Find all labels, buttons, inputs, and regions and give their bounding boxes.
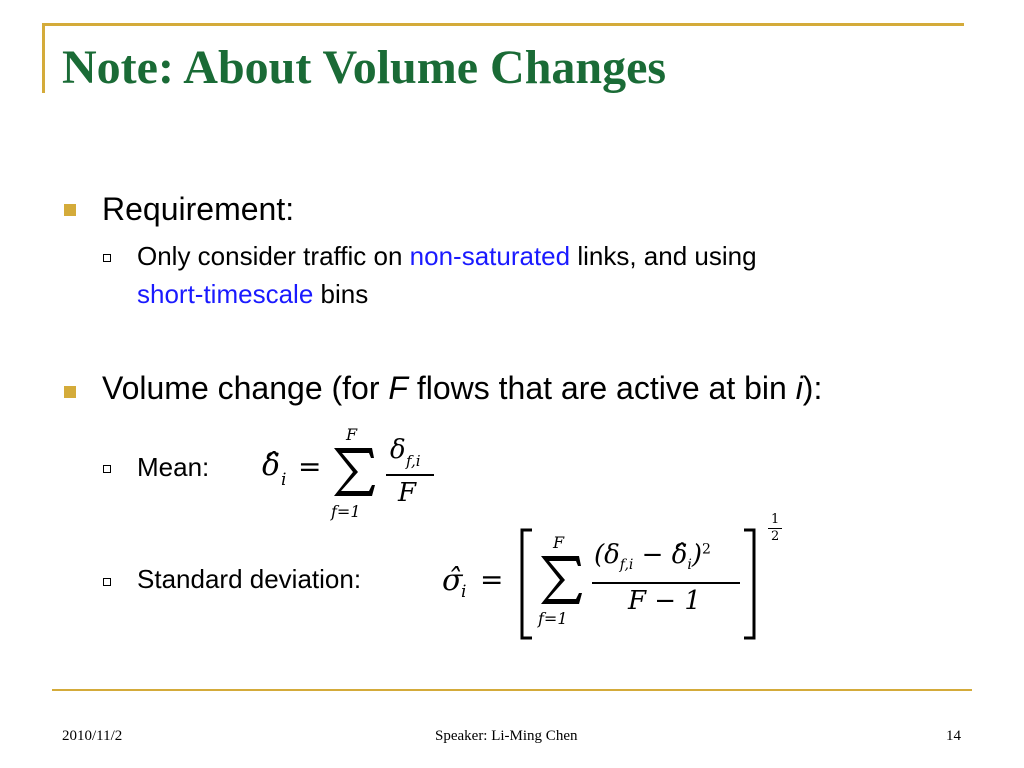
bullet-volume-change: [102, 370, 822, 407]
highlight-non-saturated: non-saturated: [409, 241, 571, 271]
mean-label: Mean:: [137, 452, 210, 482]
std-num-sub2: i: [687, 557, 692, 574]
requirement-detail-line2: [137, 279, 368, 310]
mean-lhs-sub: i: [281, 470, 287, 490]
sub-bullet-icon: [103, 578, 111, 586]
text-part: ):: [802, 370, 823, 406]
bullet-requirement: Requirement:: [102, 191, 295, 227]
footer-divider: [52, 689, 972, 691]
std-num-minus: − δ̂: [633, 540, 688, 570]
std-exp-num: 1: [771, 512, 780, 527]
std-equals: =: [480, 563, 504, 596]
footer-page-number: 14: [946, 728, 961, 744]
mean-lhs: δ̂: [262, 448, 281, 483]
footer-speaker: Speaker: Li-Ming Chen: [435, 728, 578, 744]
text-part: links, and using: [570, 241, 757, 271]
mean-sum-lower: f=1: [331, 502, 361, 521]
std-num-close: ): [691, 540, 703, 570]
text-part: bins: [313, 279, 369, 309]
mean-den: F: [398, 478, 417, 508]
bullet-square-icon: [64, 204, 76, 216]
std-fraction-bar: [592, 582, 740, 584]
text-part: Volume change (for: [102, 370, 389, 406]
mean-equals: =: [298, 450, 322, 483]
requirement-detail-line1: [137, 241, 757, 272]
right-bracket-icon: [742, 528, 758, 640]
mean-fraction-bar: [386, 474, 434, 476]
std-exp-den: 2: [771, 529, 780, 544]
mean-num-sub: f,i: [406, 452, 421, 470]
std-lhs-sub: i: [461, 582, 467, 602]
std-num-open: (δ: [594, 540, 620, 570]
text-part: Only consider traffic on: [137, 241, 410, 271]
sub-bullet-icon: [103, 254, 111, 262]
std-sum-lower: f=1: [538, 609, 568, 628]
text-part: flows that are active at bin: [407, 370, 796, 406]
std-num-sub: f,i: [619, 557, 634, 574]
std-den: F − 1: [628, 586, 701, 616]
std-sum-upper: F: [553, 533, 565, 552]
var-f: F: [388, 370, 408, 406]
left-frame-line: [42, 23, 45, 93]
std-numerator: [594, 540, 711, 573]
top-frame-line: [42, 23, 964, 26]
summation-icon: [539, 554, 583, 606]
mean-num: δ: [390, 435, 406, 465]
footer-date: 2010/11/2: [62, 728, 123, 744]
slide-title: Note: About Volume Changes: [62, 41, 667, 94]
mean-sum-upper: F: [346, 425, 358, 444]
var-i: i: [795, 370, 803, 406]
std-lhs: σ̂: [442, 563, 463, 598]
bullet-square-icon: [64, 386, 76, 398]
std-num-sup: 2: [702, 541, 711, 558]
sub-bullet-icon: [103, 465, 111, 473]
highlight-short-timescale: short-timescale: [137, 279, 314, 309]
summation-icon: [332, 446, 376, 498]
std-label: Standard deviation:: [137, 564, 362, 594]
left-bracket-icon: [518, 528, 534, 640]
